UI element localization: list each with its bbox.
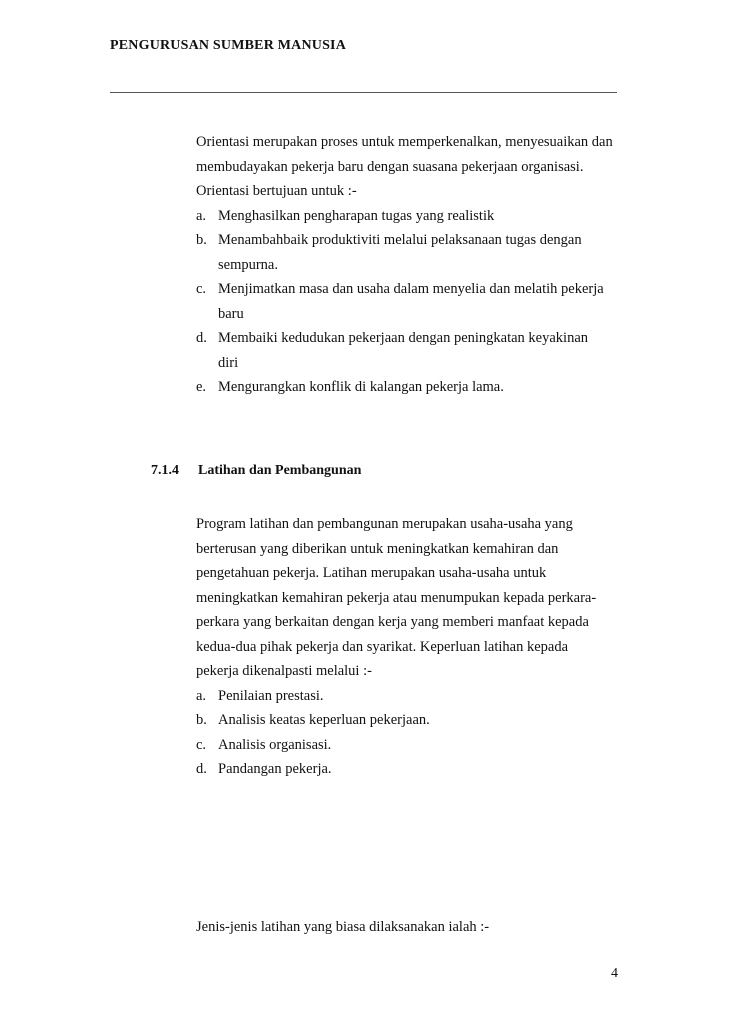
- text-line: perkara yang berkaitan dengan kerja yang memberi manfaat kepada: [196, 614, 589, 630]
- list-item-text: Penilaian prestasi.: [218, 687, 324, 704]
- list-item: [196, 733, 596, 758]
- orientation-paragraph: [196, 130, 613, 400]
- types-intro-paragraph: [196, 915, 489, 940]
- list-item-label: a.: [196, 207, 207, 224]
- list-item-text: Membaiki kedudukan pekerjaan dengan peningkatan keyakinan: [218, 330, 589, 346]
- list-item-text: Menambahbaik produktiviti melalui pelaksanaan tugas dengan: [218, 232, 582, 248]
- list-item-text: Mengurangkan konflik di kalangan pekerja lama.: [218, 379, 504, 395]
- text-line: Orientasi bertujuan untuk :-: [196, 183, 357, 199]
- list-item-text: Pandangan pekerja.: [218, 761, 332, 777]
- header-divider: [110, 92, 617, 93]
- list-item: [196, 204, 613, 229]
- section-title: Latihan dan Pembangunan: [198, 463, 362, 478]
- list-item: [196, 326, 613, 375]
- text-line: Program latihan dan pembangunan merupakan usaha-usaha yang: [196, 516, 573, 532]
- list-item-label: e.: [196, 379, 207, 395]
- section-number: 7.1.4: [151, 463, 179, 478]
- list-item-label: b.: [196, 712, 207, 728]
- list-item-text: Menghasilkan pengharapan tugas yang realistik: [218, 207, 495, 224]
- list-item-label: a.: [196, 687, 207, 704]
- list-item: [196, 277, 613, 326]
- text-line: berterusan yang diberikan untuk meningkatkan kemahiran dan: [196, 540, 559, 557]
- document-header-title: PENGURUSAN SUMBER MANUSIA: [110, 38, 347, 53]
- text-line: pekerja dikenalpasti melalui :-: [196, 663, 372, 679]
- list-item-label: d.: [196, 761, 207, 777]
- text-line: Orientasi merupakan proses untuk memperkenalkan, menyesuaikan dan: [196, 134, 613, 150]
- list-item-text: Analisis keatas keperluan pekerjaan.: [218, 712, 430, 728]
- list-item: [196, 708, 596, 733]
- list-item-text-continued: sempurna.: [218, 256, 278, 273]
- text-line: Jenis-jenis latihan yang biasa dilaksanakan ialah :-: [196, 919, 490, 935]
- list-item-text-continued: baru: [218, 305, 244, 322]
- list-item-label: d.: [196, 330, 207, 346]
- text-line: pengetahuan pekerja. Latihan merupakan usaha-usaha untuk: [196, 565, 547, 581]
- list-item-text: Menjimatkan masa dan usaha dalam menyelia dan melatih pekerja: [218, 281, 604, 297]
- list-item-label: c.: [196, 736, 207, 753]
- list-item: [196, 757, 596, 782]
- list-item-text-continued: diri: [218, 354, 239, 371]
- list-item: [196, 684, 596, 709]
- list-item: [196, 375, 613, 400]
- text-line: kedua-dua pihak pekerja dan syarikat. Keperluan latihan kepada: [196, 638, 569, 655]
- list-item-label: c.: [196, 281, 207, 297]
- list-item: [196, 228, 613, 277]
- page-number: 4: [611, 966, 618, 981]
- list-item-label: b.: [196, 232, 207, 248]
- text-line: membudayakan pekerja baru dengan suasana pekerjaan organisasi.: [196, 158, 584, 175]
- training-paragraph: [196, 512, 596, 782]
- list-item-text: Analisis organisasi.: [218, 736, 332, 753]
- text-line: meningkatkan kemahiran pekerja atau menumpukan kepada perkara-: [196, 589, 597, 606]
